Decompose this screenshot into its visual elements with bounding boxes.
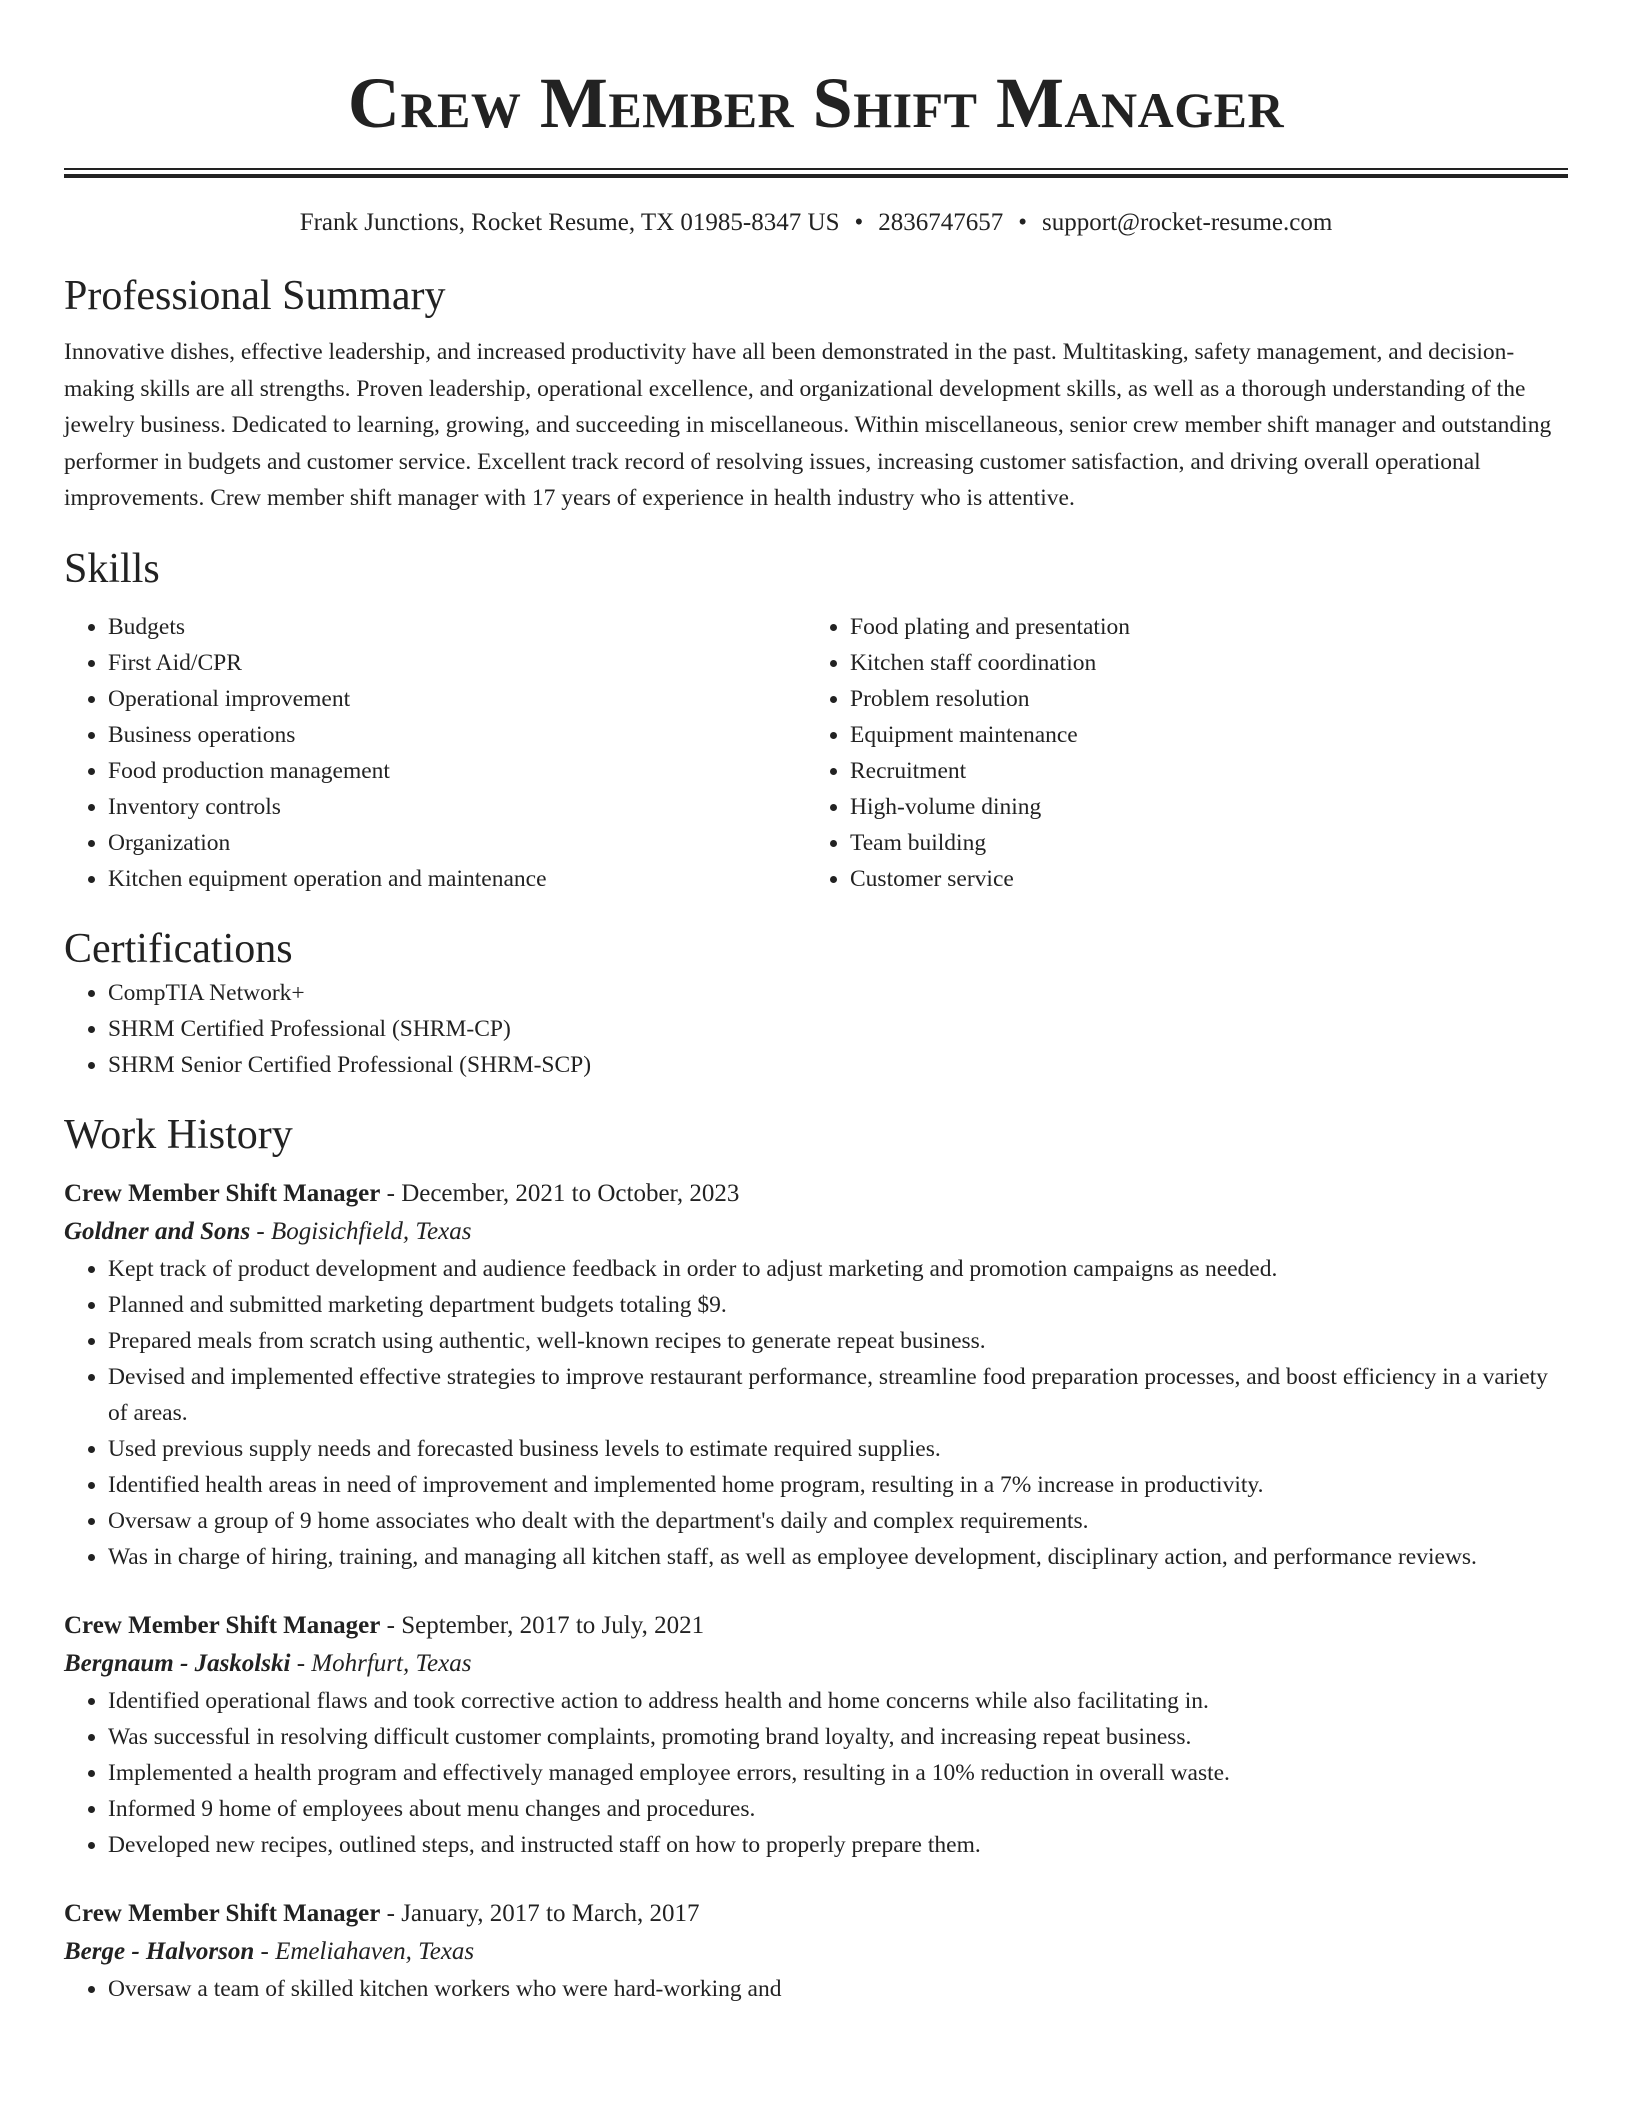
job-duty: • Was successful in resolving difficult customer complaints, promoting brand loyalty, and increasing repeat business. xyxy=(108,1719,1568,1755)
skill-item: • Kitchen staff coordination xyxy=(850,645,1548,681)
skills-list-left xyxy=(64,609,806,897)
skill-item: • Customer service xyxy=(850,861,1548,897)
skill-item: • First Aid/CPR xyxy=(108,645,806,681)
job-dash: - xyxy=(380,1179,402,1207)
job-duties-list xyxy=(64,1251,1568,1575)
job-company-line xyxy=(64,1645,1568,1683)
summary-heading: Professional Summary xyxy=(64,273,446,319)
job-duty: • Kept track of product development and audience feedback in order to adjust marketing and promotion campaigns as needed. xyxy=(108,1251,1568,1287)
job-duty: • Devised and implemented effective strategies to improve restaurant performance, streamline food preparation processes, and boost efficiency in a variety of areas. xyxy=(108,1359,1568,1431)
job-dates: January, 2017 to March, 2017 xyxy=(401,1899,700,1927)
job-title: Crew Member Shift Manager xyxy=(64,1611,381,1639)
summary-text: Innovative dishes, effective leadership, and increased productivity have all been demonstrated in the past. Multitasking, safety management, and decision-making skills are all strengths. Proven leadership, operational excellence, and organizational development skills, as well as a thorough understanding of the jewelry business. Dedicated to learning, growing, and succeeding in miscellaneous. Within miscellaneous, senior crew member shift manager and outstanding performer in budgets and customer service. Excellent track record of resolving issues, increasing customer satisfaction, and driving overall operational improvements. Crew member shift manager with 17 years of experience in health industry who is attentive. xyxy=(64,339,1552,511)
certification-item: • SHRM Certified Professional (SHRM-CP) xyxy=(108,1011,1568,1047)
job-duty: • Oversaw a group of 9 home associates who dealt with the department's daily and complex requirements. xyxy=(108,1503,1568,1539)
job-title-line xyxy=(64,1175,1568,1213)
title-divider xyxy=(64,168,1568,178)
job-company-line xyxy=(64,1213,1568,1251)
contact-separator: • xyxy=(854,209,864,236)
skills-columns xyxy=(64,609,1568,897)
contact-address: Frank Junctions, Rocket Resume, TX 01985-8347 US xyxy=(299,209,840,236)
job-dash: - xyxy=(380,1899,402,1927)
skill-item: • Problem resolution xyxy=(850,681,1548,717)
skills-column-left xyxy=(64,609,806,897)
job-title: Crew Member Shift Manager xyxy=(64,1899,381,1927)
job-company: Bergnaum - Jaskolski xyxy=(64,1649,291,1677)
certification-item: • SHRM Senior Certified Professional (SHRM-SCP) xyxy=(108,1047,1568,1083)
resume-title: Crew Member Shift Manager xyxy=(347,63,1285,143)
job-location: Emeliahaven, Texas xyxy=(275,1937,475,1965)
job-duty: • Informed 9 home of employees about menu changes and procedures. xyxy=(108,1791,1568,1827)
contact-separator: • xyxy=(1018,209,1028,236)
skill-item: • Budgets xyxy=(108,609,806,645)
skill-item: • Food production management xyxy=(108,753,806,789)
certification-item: • CompTIA Network+ xyxy=(108,975,1568,1011)
job-duty: • Oversaw a team of skilled kitchen workers who were hard-working and xyxy=(108,1971,1568,2007)
job-dash: - xyxy=(380,1611,402,1639)
job-company: Goldner and Sons xyxy=(64,1217,251,1245)
skill-item: • Equipment maintenance xyxy=(850,717,1548,753)
skills-column-right xyxy=(806,609,1548,897)
skills-list-right xyxy=(806,609,1548,897)
skill-item: • Operational improvement xyxy=(108,681,806,717)
skills-heading: Skills xyxy=(64,545,160,592)
job-dash: - xyxy=(250,1217,271,1245)
job-entry xyxy=(64,1895,1568,2007)
job-company: Berge - Halvorson xyxy=(64,1937,255,1965)
job-dash: - xyxy=(254,1937,276,1965)
job-company-line xyxy=(64,1933,1568,1971)
job-title: Crew Member Shift Manager xyxy=(64,1179,381,1207)
skill-item: • Food plating and presentation xyxy=(850,609,1548,645)
job-dates: December, 2021 to October, 2023 xyxy=(401,1179,740,1207)
skill-item: • High-volume dining xyxy=(850,789,1548,825)
resume-page xyxy=(64,0,1568,2007)
skill-item: • Inventory controls xyxy=(108,789,806,825)
skill-item: • Team building xyxy=(850,825,1548,861)
job-location: Bogisichfield, Texas xyxy=(271,1217,472,1245)
job-location: Mohrfurt, Texas xyxy=(311,1649,472,1677)
job-duty: • Developed new recipes, outlined steps, and instructed staff on how to properly prepare them. xyxy=(108,1827,1568,1863)
job-duty: • Used previous supply needs and forecasted business levels to estimate required supplies. xyxy=(108,1431,1568,1467)
job-dates: September, 2017 to July, 2021 xyxy=(401,1611,705,1639)
job-duty: • Was in charge of hiring, training, and managing all kitchen staff, as well as employee development, disciplinary action, and performance reviews. xyxy=(108,1539,1568,1575)
skill-item: • Recruitment xyxy=(850,753,1548,789)
skill-item: • Business operations xyxy=(108,717,806,753)
job-duty: • Identified operational flaws and took corrective action to address health and home concerns while also facilitating in. xyxy=(108,1683,1568,1719)
work-history-heading: Work History xyxy=(64,1111,293,1158)
job-entry xyxy=(64,1175,1568,1575)
job-title-line xyxy=(64,1607,1568,1645)
job-duties-list xyxy=(64,1683,1568,1863)
contact-email: support@rocket-resume.com xyxy=(1042,209,1333,236)
job-duty: • Prepared meals from scratch using authentic, well-known recipes to generate repeat business. xyxy=(108,1323,1568,1359)
job-duty: • Planned and submitted marketing department budgets totaling $9. xyxy=(108,1287,1568,1323)
job-dash: - xyxy=(290,1649,312,1677)
skill-item: • Organization xyxy=(108,825,806,861)
contact-info xyxy=(64,206,1568,240)
job-entry xyxy=(64,1607,1568,1863)
certifications-list xyxy=(64,975,1568,1083)
contact-phone: 2836747657 xyxy=(878,209,1004,236)
job-title-line xyxy=(64,1895,1568,1933)
certifications-heading: Certifications xyxy=(64,925,293,972)
skill-item: • Kitchen equipment operation and maintenance xyxy=(108,861,806,897)
job-duties-list xyxy=(64,1971,1568,2007)
job-duty: • Implemented a health program and effectively managed employee errors, resulting in a 10% reduction in overall waste. xyxy=(108,1755,1568,1791)
job-duty: • Identified health areas in need of improvement and implemented home program, resulting in a 7% increase in productivity. xyxy=(108,1467,1568,1503)
